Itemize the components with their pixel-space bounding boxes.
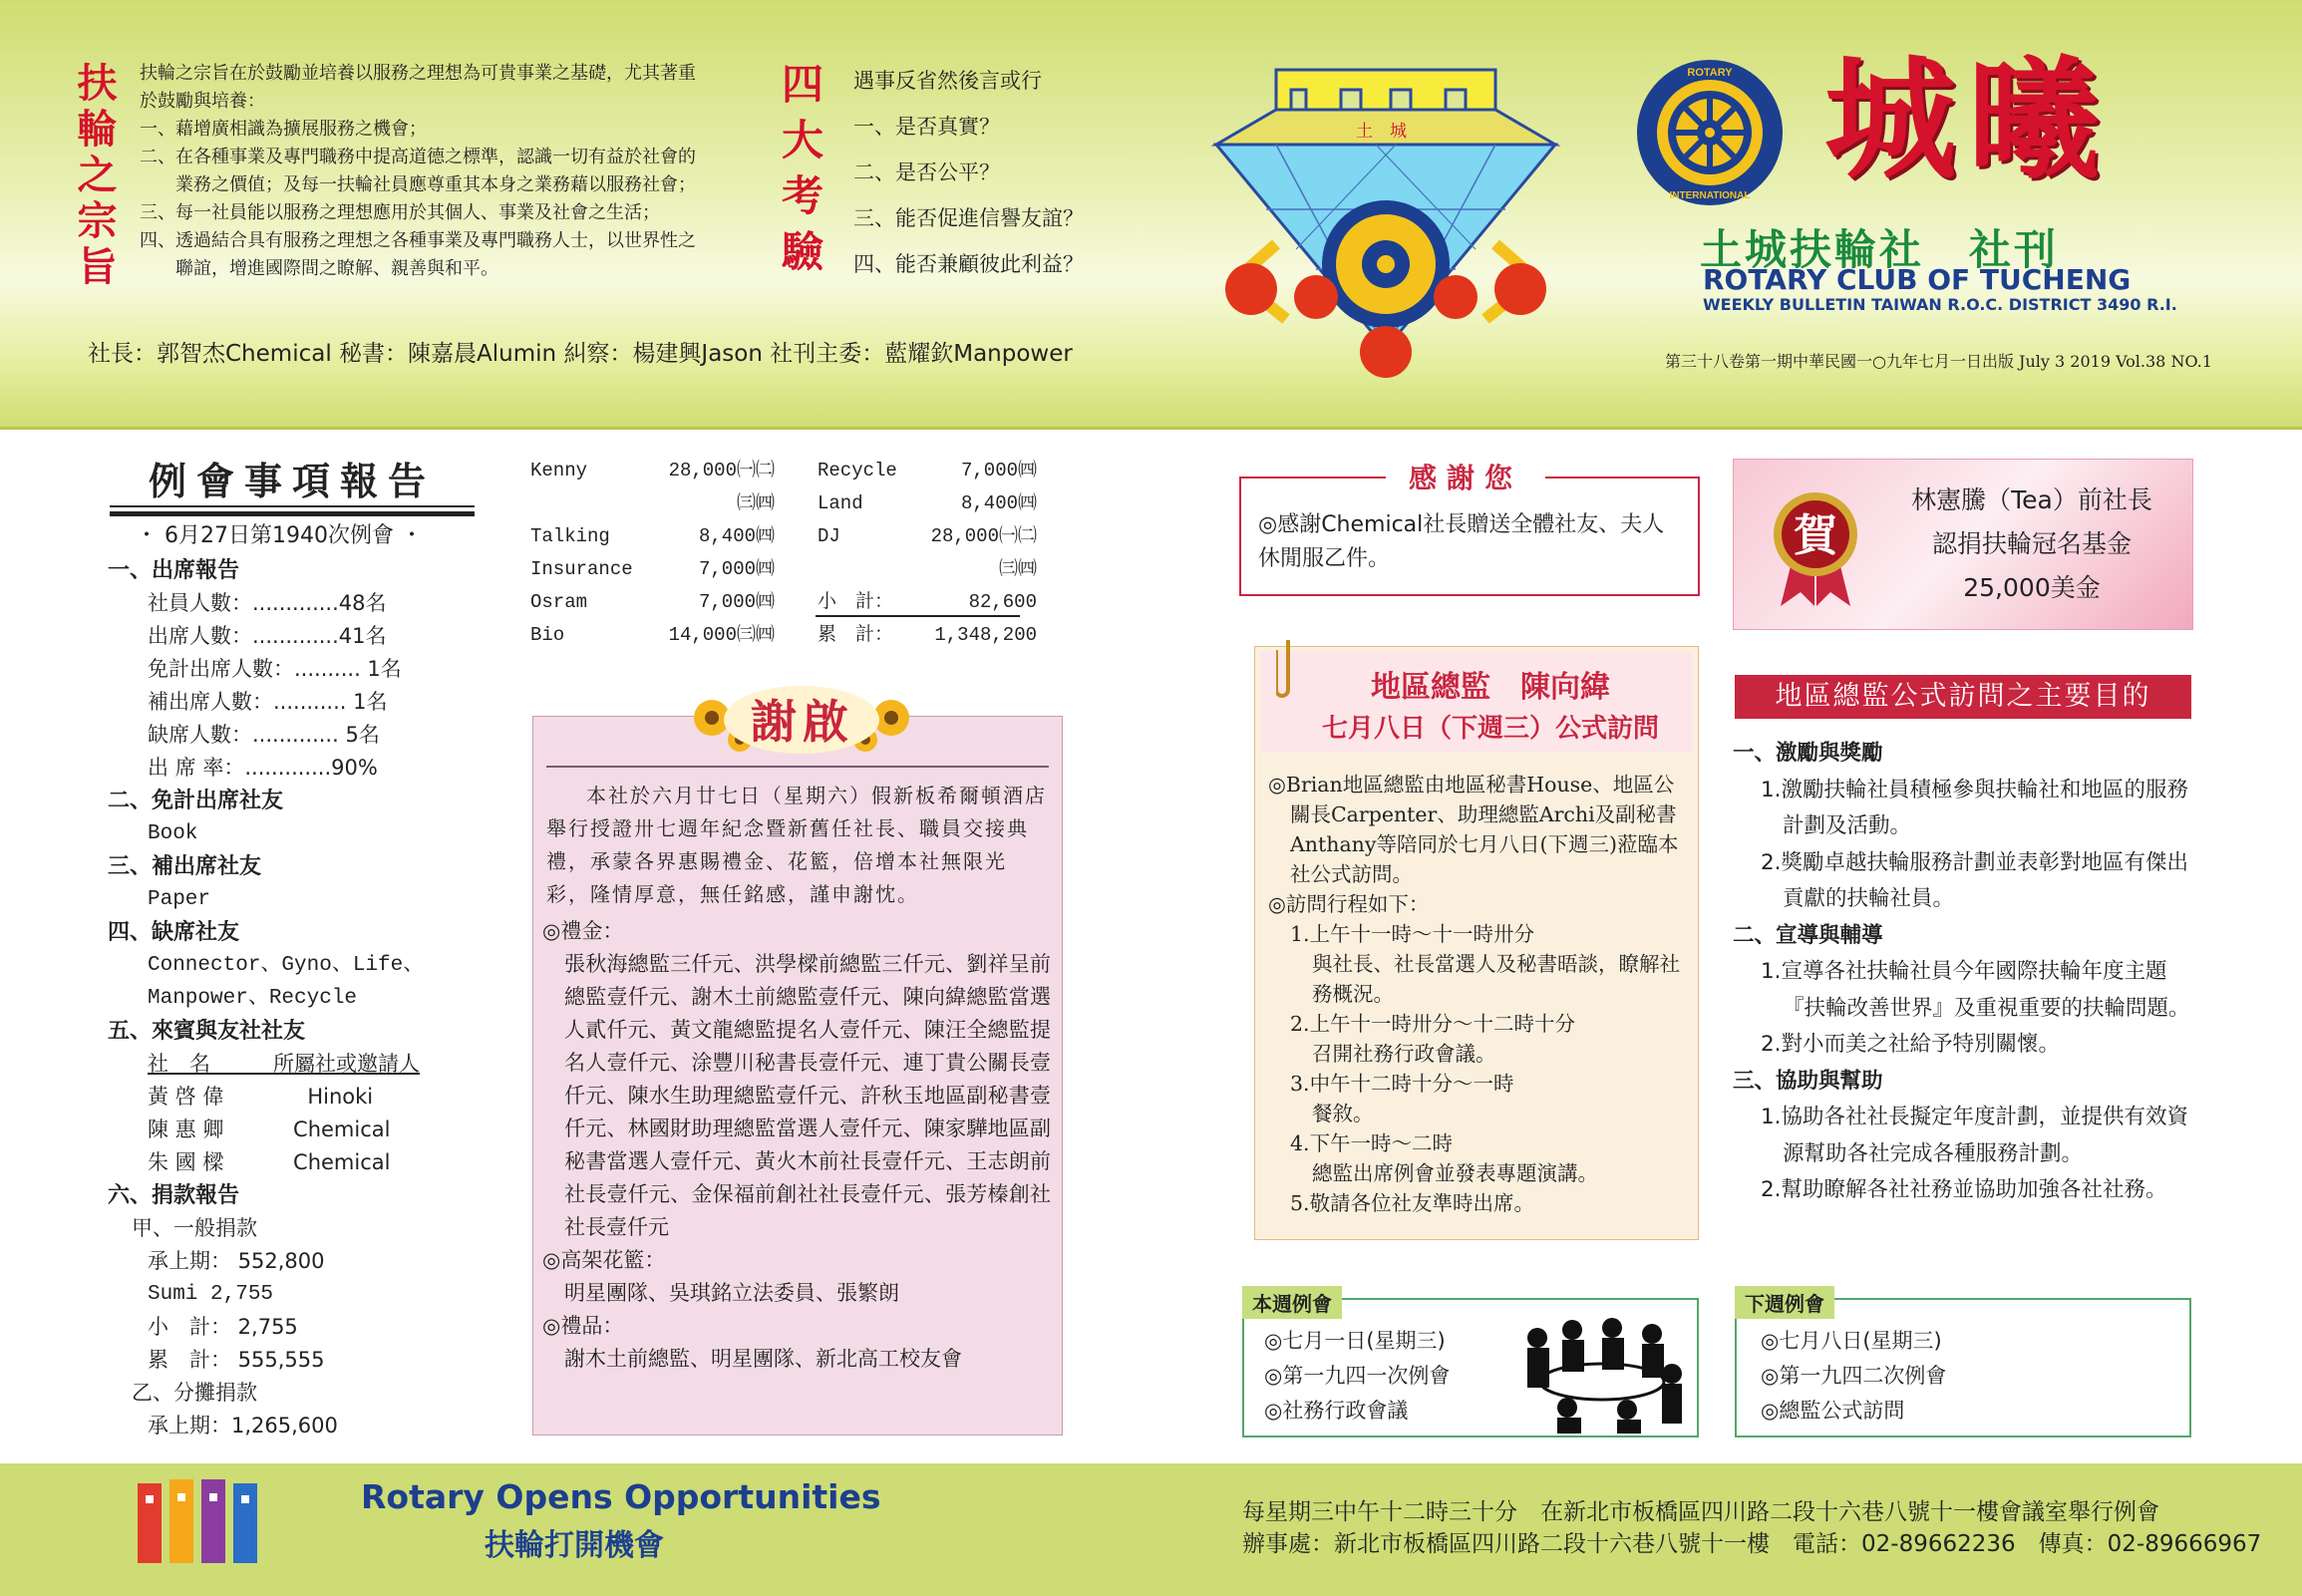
- award-ribbon-icon: [1771, 488, 1860, 608]
- svg-text:INTERNATIONAL: INTERNATIONAL: [1669, 190, 1751, 201]
- schedule-number: 5.: [1290, 1191, 1310, 1215]
- donation-row: [530, 586, 775, 619]
- report-line: 社 名 所屬社或邀請人: [148, 1052, 420, 1076]
- donation-amount: 7,000㈣: [960, 460, 1037, 481]
- principle-line: 三、每一社員能以服務之理想應用於其個人、事業及社會之生活；: [140, 202, 660, 223]
- report-line: Book: [148, 822, 198, 845]
- report-line: 出席人數：.............41名: [148, 624, 387, 648]
- congrats-line: 認捐扶輪冠名基金: [1931, 529, 2132, 558]
- schedule-time: 中午十二時十分～一時: [1309, 1072, 1514, 1096]
- report-line: 陳 惠 卿 Chemical: [148, 1117, 391, 1141]
- thanks-item-text: 謝木土前總監、明星團隊、新北高工校友會: [564, 1347, 962, 1371]
- donation-amount: ㈢㈣: [736, 492, 775, 514]
- this-week-label: 本週例會: [1242, 1286, 1342, 1319]
- donor-name: Osram: [530, 591, 588, 613]
- congrats-badge: 賀: [1794, 510, 1837, 561]
- purpose-item: 2.對小而美之社給予特別關懷。: [1761, 1032, 2061, 1057]
- report-line: 免計出席人數：.......... 1名: [148, 657, 402, 681]
- donation-row: [530, 455, 775, 487]
- gratitude-text: ◎感謝Chemical社長贈送全體社友、夫人休閒服乙件。: [1258, 512, 1665, 571]
- masthead-title: 城曦: [1824, 43, 2112, 197]
- donation-amount: 28,000㈠㈡: [930, 525, 1037, 547]
- congrats-line: 25,000美金: [1963, 573, 2101, 602]
- donor-name: DJ: [818, 525, 840, 547]
- four-way-line: 三、能否促進信譽友誼？: [853, 206, 1084, 230]
- schedule-desc: 總監出席例會並發表專題演講。: [1312, 1161, 1598, 1185]
- report-line: 六、捐款報告: [108, 1183, 240, 1208]
- report-line: 承上期：1,265,600: [148, 1414, 338, 1437]
- report-line: 乙、分攤捐款: [132, 1381, 257, 1405]
- schedule-number: 4.: [1290, 1131, 1310, 1155]
- donor-name: Talking: [530, 525, 610, 547]
- meeting-item: ◎社務行政會議: [1264, 1399, 1409, 1423]
- rotary-wheel-icon: [1635, 58, 1785, 207]
- governor-visit-para: ◎訪問行程如下：: [1268, 892, 1430, 916]
- club-name-zh: 土城扶輪社 社刊: [1700, 225, 2060, 274]
- thanks-items: [542, 915, 1051, 1376]
- meeting-item: ◎七月八日(星期三): [1761, 1329, 1942, 1353]
- this-week-items: [1264, 1324, 1450, 1429]
- purpose-item: 1.激勵扶輪社員積極參與扶輪社和地區的服務計劃及活動。: [1761, 777, 2189, 838]
- donation-row: [818, 487, 1037, 520]
- schedule-time: 敬請各位社友準時出席。: [1309, 1191, 1535, 1215]
- schedule-item: [1268, 1188, 1687, 1218]
- report-line: Manpower、Recycle: [148, 987, 358, 1010]
- report-body: [108, 554, 496, 1442]
- donation-row: [818, 455, 1037, 487]
- donor-name: Insurance: [530, 558, 633, 580]
- report-line: 朱 國 樑 Chemical: [148, 1150, 391, 1174]
- officers-line: 社長：郭智杰Chemical 秘書：陳嘉晨Alumin 糾察：楊建興Jason 社刊主委：藍耀欽Manpower: [88, 341, 1073, 367]
- donation-amount: 82,600: [968, 591, 1037, 613]
- donation-amount: 7,000㈣: [698, 591, 775, 613]
- schedule-desc: 餐敘。: [1312, 1102, 1374, 1125]
- report-line: 小 計： 2,755: [148, 1315, 298, 1339]
- schedule-item: [1268, 919, 1687, 949]
- congrats-text: [1884, 479, 2179, 610]
- purpose-heading: 三、協助與幫助: [1733, 1068, 1883, 1094]
- donation-row: [530, 487, 775, 520]
- governor-visit-date: 七月八日（下週三）公式訪問: [1321, 714, 1659, 744]
- meeting-item: ◎總監公式訪問: [1761, 1399, 1905, 1423]
- report-line: 一、出席報告: [108, 558, 240, 583]
- club-emblem: [1196, 50, 1575, 379]
- report-line: 五、來賓與友社社友: [108, 1019, 306, 1044]
- principle-line: 扶輪之宗旨在於鼓勵並培養以服務之理想為可貴事業之基礎，尤其著重: [140, 63, 696, 84]
- donation-list-right: [818, 455, 1037, 652]
- principle-line: 聯誼，增進國際間之瞭解、親善與和平。: [140, 258, 498, 279]
- thanks-item-label: ◎禮品：: [542, 1314, 624, 1338]
- issue-line: 第三十八卷第一期中華民國一○九年七月一日出版 July 3 2019 Vol.38 NO.1: [1665, 352, 2212, 371]
- donor-name: Recycle: [818, 460, 897, 481]
- gratitude-title: 感謝您: [1386, 457, 1545, 500]
- principle-line: 四、透過結合具有服務之理想之各種事業及專門職務人士，以世界性之: [140, 230, 696, 251]
- schedule-time: 下午一時～二時: [1309, 1131, 1454, 1155]
- thanks-title: 謝啟: [751, 695, 854, 749]
- donor-name: Land: [818, 492, 863, 514]
- bulletin-line: WEEKLY BULLETIN TAIWAN R.O.C. DISTRICT 3490 R.I.: [1703, 295, 2177, 314]
- schedule-number: 1.: [1290, 922, 1310, 946]
- schedule-number: 2.: [1290, 1012, 1310, 1036]
- donation-row: [818, 619, 1037, 652]
- four-way-line: 遇事反省然後言或行: [853, 69, 1042, 93]
- rotary-doors-icon: [136, 1473, 259, 1565]
- thanks-item-text: 明星團隊、吳琪銘立法委員、張繁朗: [564, 1281, 899, 1305]
- four-way-line: 二、是否公平？: [853, 160, 1000, 184]
- report-line: 承上期： 552,800: [148, 1249, 325, 1273]
- report-line: 缺席人數：............. 5名: [148, 723, 380, 747]
- divider: [816, 615, 1020, 617]
- report-line: 三、補出席社友: [108, 854, 262, 879]
- meeting-illustration-icon: [1507, 1304, 1687, 1434]
- report-line: 二、免計出席社友: [108, 789, 284, 813]
- thanks-item-label: ◎高架花籃：: [542, 1248, 666, 1272]
- purpose-item: 2.獎勵卓越扶輪服務計劃並表彰對地區有傑出貢獻的扶輪社員。: [1761, 849, 2189, 911]
- donor-name: Kenny: [530, 460, 588, 481]
- meeting-info: 每星期三中午十二時三十分 在新北市板橋區四川路二段十六巷八號十一樓會議室舉行例會: [1242, 1499, 2159, 1525]
- divider: [0, 427, 2302, 430]
- four-way-line: 四、能否兼顧彼此利益？: [853, 252, 1084, 276]
- report-subtitle: ・ 6月27日第1940次例會 ・: [136, 523, 423, 548]
- purposes-body: [1733, 736, 2195, 1209]
- report-line: 社員人數：.............48名: [148, 591, 387, 615]
- donor-name: Bio: [530, 624, 565, 646]
- report-line: 四、缺席社友: [108, 920, 240, 945]
- donation-amount: 1,348,200: [934, 624, 1037, 646]
- schedule-time: 上午十一時～十一時卅分: [1309, 922, 1535, 946]
- purpose-item: 1.協助各社社長擬定年度計劃，並提供有效資源幫助各社完成各種服務計劃。: [1761, 1105, 2189, 1166]
- next-week-items: [1761, 1324, 1946, 1429]
- thanks-item-text: 張秋海總監三仟元、洪學樑前總監三仟元、劉祥呈前總監壹仟元、謝木土前總監壹仟元、陳向緯總監當選人貳仟元、黃文龍總監提名人壹仟元、陳汪全總監提名人壹仟元、涂豐川秘書長壹仟元、連丁貴公關長壹仟元、陳水生助理總監壹仟元、許秋玉地區副秘書壹仟元、林國財助理總監當選人壹仟元、陳家驊地區副秘書當選人壹仟元、黃火木前社長壹仟元、王志朗前社長壹仟元、金保福前創社社長壹仟元、張芳榛創社社長壹仟元: [564, 952, 1051, 1239]
- donation-amount: 8,400㈣: [960, 492, 1037, 514]
- emblem-label: 土 城: [1356, 122, 1407, 142]
- donation-amount: 8,400㈣: [698, 525, 775, 547]
- schedule-desc: 召開社務行政會議。: [1312, 1042, 1496, 1066]
- donation-row: [530, 553, 775, 586]
- governor-visit-para: ◎Brian地區總監由地區秘書House、地區公關長Carpenter、助理總監Archi及副秘書Anthany等陪同於七月八日(下週三)蒞臨本社公式訪問。: [1268, 773, 1679, 886]
- four-way-test-list: [853, 58, 1113, 287]
- purpose-item: 1.宣導各社扶輪社員今年國際扶輪年度主題『扶輪改善世界』及重視重要的扶輪問題。: [1761, 959, 2190, 1021]
- divider: [110, 505, 475, 507]
- donation-row: [818, 553, 1037, 586]
- donor-name: 小 計：: [818, 591, 894, 613]
- meeting-item: ◎第一九四一次例會: [1264, 1364, 1451, 1388]
- four-way-line: 一、是否真實？: [853, 115, 1000, 139]
- purpose-item: 2.幫助瞭解各社社務並協助加強各社社務。: [1761, 1177, 2167, 1202]
- slogan-en: Rotary Opens Opportunities: [361, 1477, 881, 1516]
- schedule-desc: 與社長、社長當選人及秘書晤談，瞭解社務概況。: [1312, 952, 1680, 1006]
- meeting-item: ◎七月一日(星期三): [1264, 1329, 1446, 1353]
- donation-row: [530, 520, 775, 553]
- thanks-item-label: ◎禮金：: [542, 919, 624, 943]
- report-line: 補出席人數：........... 1名: [148, 690, 388, 714]
- thanks-body: 本社於六月廿七日（星期六）假新板希爾頓酒店舉行授證卅七週年紀念暨新舊任社長、職員交接典禮，承蒙各界惠賜禮金、花籃，倍增本社無限光彩，隆情厚意，無任銘感，謹申謝忱。: [546, 784, 1047, 906]
- congrats-line: 林憲騰（Tea）前社長: [1911, 485, 2152, 514]
- donation-list-left: [530, 455, 775, 652]
- schedule-item: [1268, 1069, 1687, 1099]
- four-way-test-title: 四大考驗: [776, 62, 824, 285]
- principle-line: 於鼓勵與培養：: [140, 91, 265, 112]
- club-name-en: ROTARY CLUB OF TUCHENG: [1703, 263, 2132, 296]
- report-line: Sumi 2,755: [148, 1283, 274, 1306]
- donation-amount: 14,000㈢㈣: [668, 624, 775, 646]
- principle-title: 扶輪之宗旨: [71, 62, 118, 291]
- report-title: 例會事項報告: [110, 451, 475, 516]
- office-info: 辦事處：新北市板橋區四川路二段十六巷八號十一樓 電話：02-89662236 傳真：02-89666967: [1242, 1531, 2262, 1557]
- report-line: Paper: [148, 888, 211, 911]
- schedule-number: 3.: [1290, 1072, 1310, 1096]
- schedule-item: [1268, 1128, 1687, 1158]
- purposes-title: 地區總監公式訪問之主要目的: [1735, 675, 2191, 719]
- meeting-item: ◎第一九四二次例會: [1761, 1364, 1947, 1388]
- report-line: 出 席 率：.............90%: [148, 756, 378, 780]
- donation-amount: 28,000㈠㈡: [668, 460, 775, 481]
- governor-visit-body: [1268, 770, 1687, 1218]
- report-line: 累 計： 555,555: [148, 1348, 325, 1372]
- donation-row: [818, 520, 1037, 553]
- next-week-label: 下週例會: [1735, 1286, 1834, 1319]
- purpose-heading: 一、激勵與獎勵: [1733, 741, 1883, 766]
- svg-text:ROTARY: ROTARY: [1687, 67, 1733, 79]
- donation-amount: 7,000㈣: [698, 558, 775, 580]
- slogan-zh: 扶輪打開機會: [485, 1528, 664, 1563]
- principle-text: [140, 60, 738, 283]
- donation-row: [530, 619, 775, 652]
- governor-visit-title: 地區總監 陳向緯: [1371, 670, 1610, 705]
- purpose-heading: 二、宣導與輔導: [1733, 922, 1883, 948]
- report-line: Connector、Gyno、Life、: [148, 954, 425, 977]
- principle-line: 二、在各種事業及專門職務中提高道德之標準，認識一切有益於社會的: [140, 147, 696, 167]
- principle-line: 一、藉增廣相識為擴展服務之機會；: [140, 119, 427, 140]
- report-line: 甲、一般捐款: [132, 1216, 257, 1240]
- divider: [546, 766, 1049, 768]
- donor-name: 累 計：: [818, 624, 894, 646]
- principle-line: 業務之價值；及每一扶輪社員應尊重其本身之業務藉以服務社會；: [140, 174, 696, 195]
- schedule-item: [1268, 1009, 1687, 1039]
- schedule-time: 上午十一時卅分～十二時十分: [1309, 1012, 1576, 1036]
- donation-amount: ㈢㈣: [998, 558, 1037, 580]
- report-line: 黃 啓 偉 Hinoki: [148, 1085, 374, 1109]
